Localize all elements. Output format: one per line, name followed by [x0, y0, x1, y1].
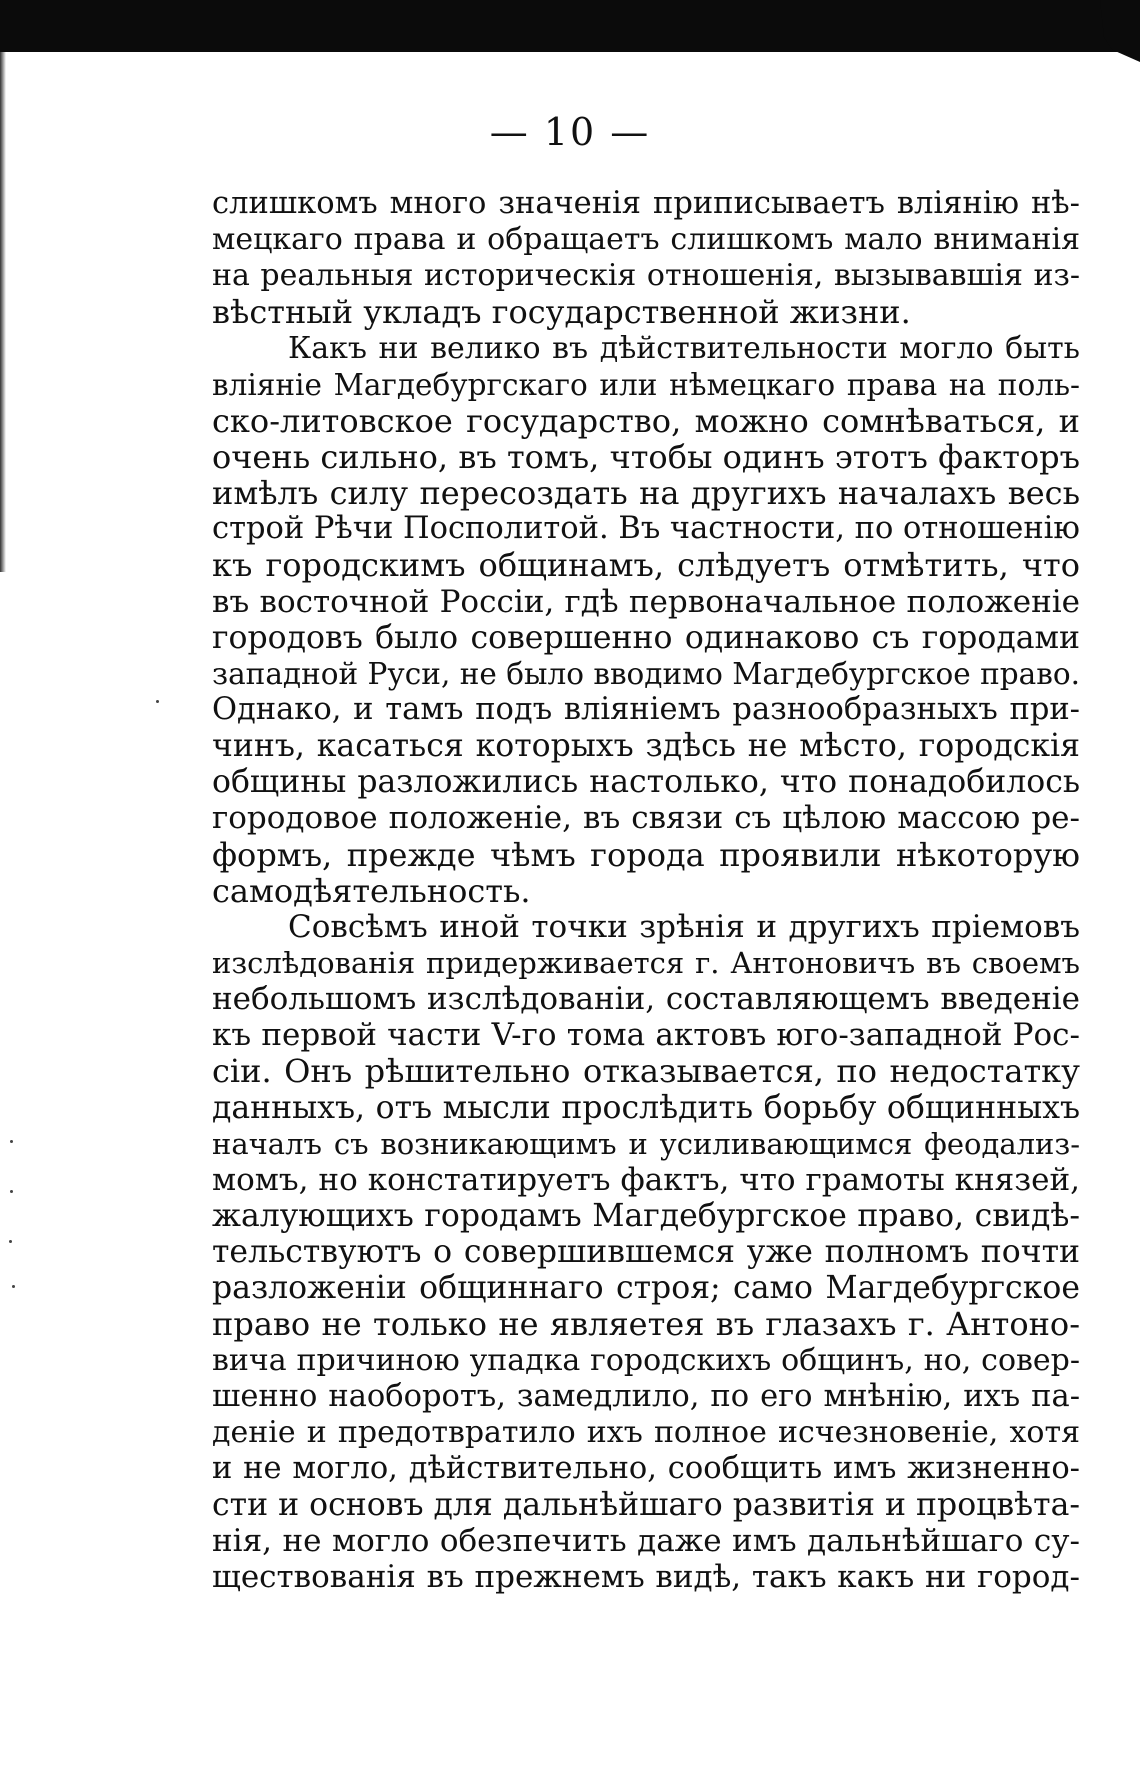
text-line: Однако, и тамъ подъ вліяніемъ разнообразныхъ при- — [212, 691, 1080, 727]
text-line: нія, не могло обезпечить даже имъ дальнѣйшаго су- — [212, 1523, 1080, 1560]
text-line: къ городскимъ общинамъ, слѣдуетъ отмѣтить, что — [212, 546, 1080, 585]
text-line: ско-литовское государство, можно сомнѣваться, и — [212, 401, 1080, 440]
text-line: очень сильно, въ томъ, чтобы одинъ этотъ факторъ — [212, 437, 1080, 476]
text-line: самодѣятельность. — [212, 871, 531, 910]
text-line: вліяніе Магдебургскаго или нѣмецкаго права на поль- — [212, 367, 1080, 402]
text-line: началъ съ возникающимъ и усиливающимся феодализ- — [212, 1126, 1080, 1161]
text-line: ществованія въ прежнемъ видѣ, такъ какъ ни город- — [212, 1559, 1080, 1596]
scan-speck — [9, 1240, 12, 1243]
text-line: слишкомъ много значенія приписываетъ вліянію нѣ- — [212, 186, 1080, 221]
text-line: западной Руси, не было вводимо Магдебургское право. — [212, 656, 1080, 691]
text-line: и не могло, дѣйствительно, сообщить имъ жизненно- — [212, 1450, 1080, 1486]
text-line: разложеніи общиннаго строя; само Магдебургское — [212, 1270, 1080, 1307]
scan-speck — [10, 1190, 13, 1193]
text-line: въ восточной Россіи, гдѣ первоначальное положеніе — [212, 583, 1080, 620]
text-line: Какъ ни велико въ дѣйствительности могло быть — [288, 330, 1080, 366]
text-line: къ первой части V-го тома актовъ юго-западной Рос- — [212, 1017, 1080, 1054]
text-line: момъ, но констатируетъ фактъ, что грамоты князей, — [212, 1161, 1080, 1198]
text-line: небольшомъ изслѣдованіи, составляющемъ введеніе — [212, 981, 1080, 1018]
text-line: право не только не являетея въ глазахъ г. Антоно- — [212, 1305, 1080, 1344]
scan-speck — [156, 700, 159, 703]
text-line: деніе и предотвратило ихъ полное исчезновеніе, хотя — [212, 1414, 1080, 1450]
text-line: тельствуютъ о совершившемся уже полномъ почти — [212, 1234, 1080, 1271]
text-line: чинъ, касаться которыхъ здѣсь не мѣсто, городскія — [212, 728, 1080, 765]
text-line: строй Рѣчи Посполитой. Въ частности, по отношенію — [212, 511, 1080, 547]
text-line: данныхъ, отъ мысли прослѣдить борьбу общинныхъ — [212, 1089, 1080, 1126]
text-line: Совсѣмъ иной точки зрѣнія и другихъ пріемовъ — [288, 908, 1080, 945]
text-line: вича причиною упадка городскихъ общинъ, но, совер- — [212, 1342, 1080, 1378]
page-number: — 10 — — [489, 110, 651, 154]
text-line: городовъ было совершенно одинаково съ городами — [212, 619, 1080, 656]
text-line: мецкаго права и обращаетъ слишкомъ мало вниманія — [212, 222, 1080, 258]
text-line: вѣстный укладъ государственной жизни. — [212, 293, 911, 332]
text-line: городовое положеніе, въ связи съ цѣлою массою ре- — [212, 800, 1080, 837]
text-line: сти и основъ для дальнѣйшаго развитія и процвѣта- — [212, 1487, 1080, 1524]
scan-top-border — [0, 0, 1140, 52]
text-line: на реальныя историческія отношенія, вызывавшія из- — [212, 258, 1080, 294]
text-line: изслѣдованія придерживается г. Антоновичъ въ своемъ — [212, 945, 1080, 980]
scan-speck — [12, 1285, 15, 1288]
text-line: шенно наоборотъ, замедлило, по его мнѣнію, ихъ па- — [212, 1378, 1080, 1414]
text-line: сіи. Онъ рѣшительно отказывается, по недостатку — [212, 1052, 1080, 1091]
text-line: жалующихъ городамъ Магдебургское право, свидѣ- — [212, 1197, 1080, 1234]
text-line: общины разложились настолько, что понадобилось — [212, 764, 1080, 801]
scan-speck — [10, 1140, 13, 1143]
scan-corner-artifact — [1100, 0, 1140, 62]
text-line: имѣлъ силу пересоздать на другихъ началахъ весь — [212, 474, 1080, 513]
body-text — [212, 186, 1080, 1595]
text-line: формъ, прежде чѣмъ города проявили нѣкоторую — [212, 835, 1080, 874]
